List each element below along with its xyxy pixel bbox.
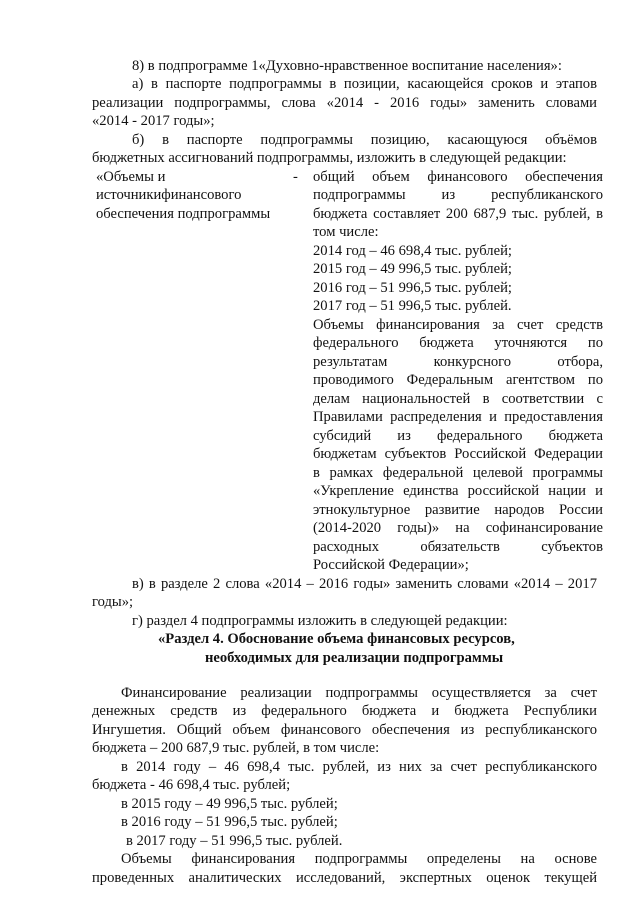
passport-right-line: бюджета составляет 200 687,9 тыс. рублей, в	[313, 206, 603, 222]
passport-right-line: Российской Федерации»;	[313, 557, 469, 573]
body-last-line-1: Объемы финансирования подпрограммы определены на основе	[121, 851, 597, 867]
item-8-title: 8) в подпрограмме 1«Духовно-нравственное воспитание населения»:	[132, 58, 562, 74]
passport-right-line: этнокультурное развитие народов России	[313, 502, 603, 518]
passport-right-line: субсидий из федерального бюджета	[313, 428, 603, 444]
item-a-line-1: а) в паспорте подпрограммы в позиции, касающейся сроков и этапов	[132, 76, 597, 92]
item-a-line-3: «2014 - 2017 годы»;	[92, 113, 215, 129]
item-a-line-2: реализации подпрограммы, слова «2014 - 2016 годы» заменить словами	[92, 95, 597, 111]
passport-right-line: подпрограммы из республиканского	[313, 187, 603, 203]
body-last-line-2: проведенных аналитических исследований, экспертных оценок текущей	[92, 870, 597, 886]
passport-right-line: 2014 год – 46 698,4 тыс. рублей;	[313, 243, 512, 259]
item-v-line-2: годы»;	[92, 594, 134, 610]
passport-left-line-1: «Объемы и	[96, 169, 166, 185]
passport-right-line: бюджетам субъектов Российской Федерации	[313, 446, 603, 462]
year-2017: в 2017 году – 51 996,5 тыс. рублей.	[126, 833, 343, 849]
passport-right-line: результатам конкурсного отбора,	[313, 354, 603, 370]
passport-left-line-3: обеспечения подпрограммы	[96, 206, 271, 222]
passport-right-line: 2017 год – 51 996,5 тыс. рублей.	[313, 298, 512, 314]
item-v-line-1: в) в разделе 2 слова «2014 – 2016 годы» заменить словами «2014 – 2017	[132, 576, 597, 592]
passport-right-line: проводимого Федеральным агентством по	[313, 372, 603, 388]
passport-right-line: том числе:	[313, 224, 379, 240]
passport-right-line: общий объем финансового обеспечения	[313, 169, 603, 185]
item-b-line-2: бюджетных ассигнований подпрограммы, изложить в следующей редакции:	[92, 150, 567, 166]
passport-right-line: расходных обязательств субъектов	[313, 539, 603, 555]
year-2016: в 2016 году – 51 996,5 тыс. рублей;	[121, 814, 338, 830]
passport-right-line: Правилами распределения и предоставления	[313, 409, 603, 425]
body-p1-line-1: Финансирование реализации подпрограммы осуществляется за счет	[121, 685, 597, 701]
year-2014-line-1: в 2014 году – 46 698,4 тыс. рублей, из них за счет республиканского	[121, 759, 597, 775]
year-2014-line-2: бюджета - 46 698,4 тыс. рублей;	[92, 777, 291, 793]
passport-right-line: 2016 год – 51 996,5 тыс. рублей;	[313, 280, 512, 296]
item-g: г) раздел 4 подпрограммы изложить в следующей редакции:	[132, 613, 508, 629]
passport-right-line: 2015 год – 49 996,5 тыс. рублей;	[313, 261, 512, 277]
passport-dash: -	[293, 169, 298, 185]
passport-right-line: федерального бюджета уточняются по	[313, 335, 603, 351]
passport-left-line-2: источникифинансового	[96, 187, 242, 203]
passport-right-line: (2014-2020 годы)» на софинансирование	[313, 520, 603, 536]
item-b-line-1: б) в паспорте подпрограммы позицию, касающуюся объёмов	[132, 132, 597, 148]
body-p1-line-4: бюджета – 200 687,9 тыс. рублей, в том числе:	[92, 740, 380, 756]
passport-right-line: в рамках федеральной целевой программы	[313, 465, 603, 481]
passport-right-line: «Укрепление единства российской нации и	[313, 483, 603, 499]
body-p1-line-2: денежных средств из федерального бюджета и бюджета Республики	[92, 703, 597, 719]
passport-right-line: Объемы финансирования за счет средств	[313, 317, 603, 333]
passport-right-line: делам национальностей в соответствии с	[313, 391, 603, 407]
year-2015: в 2015 году – 49 996,5 тыс. рублей;	[121, 796, 338, 812]
section-heading-line-1: «Раздел 4. Обоснование объема финансовых ресурсов,	[158, 631, 515, 647]
section-heading-line-2: необходимых для реализации подпрограммы	[205, 650, 504, 666]
body-p1-line-3: Ингушетия. Общий объем финансового обеспечения из республиканского	[92, 722, 597, 738]
